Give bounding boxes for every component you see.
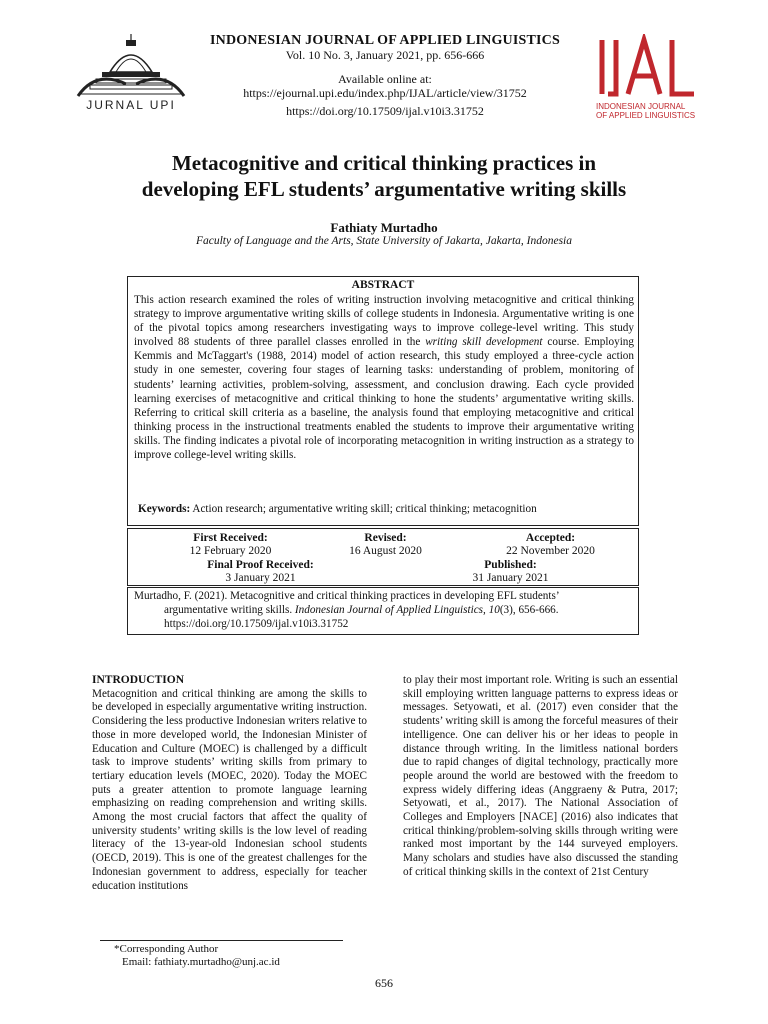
first-received-label: First Received: <box>193 532 268 544</box>
dates-box <box>127 528 639 586</box>
citation-part3: (3), 656-666. <box>499 604 559 616</box>
abstract-text <box>134 293 634 462</box>
article-url[interactable]: https://ejournal.upi.edu/index.php/IJAL/article/view/31752 <box>243 86 527 100</box>
accepted <box>473 532 628 558</box>
citation-box <box>127 587 639 635</box>
final-proof <box>178 559 343 585</box>
title-line-1: Metacognitive and critical thinking practices in <box>171 151 597 175</box>
body-right-column: to play their most important role. Writing is such an essential skill employing written language patterns to express ideas or messages. Setyowati, et al. (2017) even consider that the students’ writing skill is among the forceful measures of their intelligence. One can deliver his or her ideas to people in distance through writing. In the limitless national borders due to rapid changes of digital technology, practically more people around the world are bestowed with the freedom to express widely differing ideas (Anggraeny & Putra, 2017; Setyowati, et al., 2017). The National Association of Colleges and Employers [NACE] (2016) also indicates that critical thinking/problem-solving skills through writing were ranked most important by the 144 surveyed employers. Many scholars and studies have also discussed the standing of critical thinking skills in the context of 21st Century <box>403 674 678 878</box>
citation-doi[interactable]: https://doi.org/10.17509/ijal.v10i3.31752 <box>164 618 349 630</box>
title-line-2: developing EFL students’ argumentative writing skills <box>141 177 627 201</box>
left-logo-text: JURNAL UPI <box>86 98 176 112</box>
abstract-course-name: writing skill development <box>425 336 543 349</box>
final-proof-label: Final Proof Received: <box>207 559 314 571</box>
right-logo-line1: INDONESIAN JOURNAL <box>596 102 686 111</box>
right-logo-text <box>596 102 706 120</box>
revised-date: 16 August 2020 <box>349 545 422 557</box>
final-proof-date: 3 January 2021 <box>225 572 296 584</box>
abstract-text-part2: course. Employing Kemmis and McTaggart's (1988, 2014) model of action research, this study employed a three-cycle action study in one semester, covering four stages of learning tasks: understanding of problem, monitoring of students’ learning activities, problem-solving, assessment, and conclusion drawing. Each cycle provided learning exercises of metacognitive and critical thinking to hone the students’ argumentative writing skills. Referring to critical skill criteria as a baseline, the analysis found that employing metacognitive and critical thinking process in the instructional treatments enabled the students to improve their argumentative writing skills. The finding indicates a pivotal role of incorporating metacognition in writing instruction as a strategy to improve college-level writing skills. <box>134 336 634 462</box>
accepted-label: Accepted: <box>525 532 576 544</box>
first-received-date: 12 February 2020 <box>189 545 272 557</box>
keywords <box>138 503 632 515</box>
citation-journal: Indonesian Journal of Applied Linguistics, 10 <box>294 604 500 616</box>
ijal-logo-icon <box>594 34 704 100</box>
published-date: 31 January 2021 <box>472 572 549 584</box>
keywords-label: Keywords: <box>138 503 191 515</box>
abstract-box <box>127 276 639 526</box>
body-left-column <box>92 674 367 893</box>
revised <box>313 532 458 558</box>
revised-label: Revised: <box>364 532 407 544</box>
author-affiliation: Faculty of Language and the Arts, State University of Jakarta, Jakarta, Indonesia <box>195 235 573 247</box>
available-label: Available online at: <box>338 72 432 86</box>
corresponding-email[interactable]: Email: fathiaty.murtadho@unj.ac.id <box>122 956 280 968</box>
citation-part1: Murtadho, F. (2021). Metacognitive and critical thinking practices in developing EFL students’ <box>134 590 560 602</box>
abstract-text-part1: This action research examined the roles of writing instruction involving metacognitive and critical thinking strategy to improve argumentative writing skills of college students in Indonesia. Argumentative writing is one of the pivotal topics among researchers investigating ways to improve college-level writing. This study involved 88 students of three parallel classes enrolled in the <box>134 294 634 349</box>
footnote-divider <box>100 940 343 941</box>
first-received <box>148 532 313 558</box>
journal-header <box>190 34 580 118</box>
introduction-heading: INTRODUCTION <box>92 674 185 686</box>
volume-line: Vol. 10 No. 3, January 2021, pp. 656-666 <box>285 48 485 62</box>
citation-part2: argumentative writing skills. <box>164 604 295 616</box>
article-doi[interactable]: https://doi.org/10.17509/ijal.v10i3.31752 <box>286 104 484 118</box>
abstract-heading: ABSTRACT <box>351 279 415 291</box>
accepted-date: 22 November 2020 <box>506 545 595 557</box>
published-label: Published: <box>484 559 537 571</box>
citation-text <box>134 589 629 631</box>
footnote <box>114 943 280 969</box>
building-icon <box>76 34 186 98</box>
published <box>433 559 588 585</box>
author-name: Fathiaty Murtadho <box>330 220 438 235</box>
article-title <box>60 150 708 202</box>
jurnal-upi-logo <box>76 34 186 120</box>
left-column-text: Metacognition and critical thinking are among the skills to be developed in especially argumentative writing instruction. Considering the less productive Indonesian writers relative to those in more developed world, the Indonesian Minister of Education and Culture (MOEC) is challenged by a difficult task to improve students’ writing skills from primary to tertiary education levels (MOEC, 2020). Today the MOEC puts a greater attention to promote language learning emphasizing on reading comprehension and writing skills. Among the most crucial factors that affect the quality of university students’ writing skills is the low level of reading literacy of the 13-year-old Indonesian school students (OECD, 2019). This is one of the greatest challenges for the Indonesian government to address, especially for teacher education institutions <box>92 687 367 892</box>
corresponding-author-label: *Corresponding Author <box>114 943 219 955</box>
ijal-logo <box>594 34 704 130</box>
keywords-list: Action research; argumentative writing skill; critical thinking; metacognition <box>192 503 537 515</box>
right-logo-line2: OF APPLIED LINGUISTICS <box>596 111 696 120</box>
journal-name: INDONESIAN JOURNAL OF APPLIED LINGUISTICS <box>210 33 560 48</box>
page-number: 656 <box>375 976 393 990</box>
